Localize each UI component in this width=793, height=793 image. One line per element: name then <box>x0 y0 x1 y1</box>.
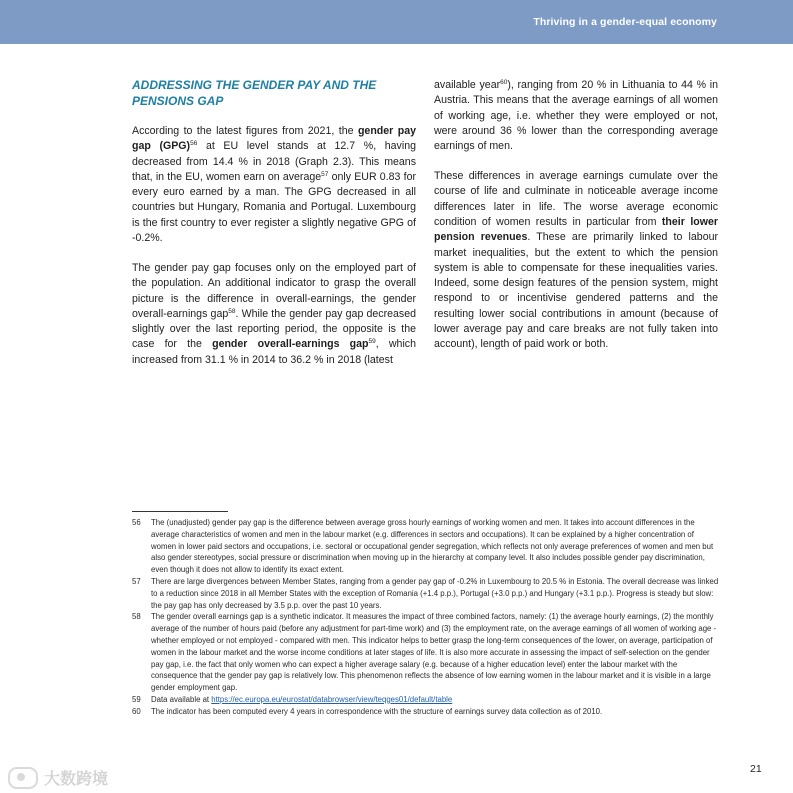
footnote-text: The gender overall earnings gap is a synthetic indicator. It measures the impact of three combined factors, namely: (1) the average hourly earnings, (2) the monthly average of the number of hours paid (before any adjustment for part-time work) and (3) the employment rate, on the average earnings of all women of working age - whether employed or not employed - compared with men. This indicator helps to better grasp the long-term consequences of the lower, on average, participation of women in the labour market and the worse income conditions at later stages of life. It is also more accurate in assessing the impact of self-selection on the gender pay gap, i.e. the fact that only women who can expect a higher average salary (e.g. because of a higher education level) enter the labour market with the consequence that the gender pay gap is relatively low. This phenomenon reflects the absence of low earning women in the labour market and it is visible in a large gender employment gap. <box>151 612 717 693</box>
running-header-title: Thriving in a gender-equal economy <box>533 16 717 28</box>
text-run: ), ranging from 20 % in Lithuania to 44 % in Austria. This means that the average earnings of all women of working age, i.e. whether they were employed or not, were around 36 % lower than the corresponding average earnings of men. <box>434 79 718 153</box>
footnote-separator <box>132 511 228 512</box>
footnote-number: 56 <box>132 518 141 527</box>
text-run: According to the latest figures from 2021, the <box>132 125 358 137</box>
footnote-60 <box>132 706 720 718</box>
footnotes <box>132 517 720 718</box>
bold-term-gpg: gender pay gap (GPG) <box>132 125 416 153</box>
footnote-ref-56[interactable]: 56 <box>190 140 198 148</box>
right-column <box>434 78 718 367</box>
footnote-number: 59 <box>132 694 141 704</box>
footnote-ref-57[interactable]: 57 <box>321 170 329 178</box>
footnote-59 <box>132 694 720 706</box>
text-run: only EUR 0.83 for every euro earned by a man. The GPG decreased in all countries but Hungary, Romania and Portugal. Luxembourg is the first country to ever register a slightly negative GPG of -0.2%. <box>132 170 416 245</box>
footnote-ref-58[interactable]: 58 <box>228 307 236 315</box>
footnote-57 <box>132 576 720 611</box>
watermark-logo-icon <box>8 767 38 789</box>
footnote-ref-60[interactable]: 60 <box>500 79 508 86</box>
text-run: at EU level stands at 12.7 %, having decreased from 14.4 % in 2018 (Graph 2.3). This means that, in the EU, women earn on average <box>132 140 416 183</box>
left-paragraph-2 <box>132 261 416 368</box>
footnote-text: The (unadjusted) gender pay gap is the difference between average gross hourly earnings of working women and men. It takes into account differences in the average characteristics of women and men in the labour market (e.g. differences in sectors and occupations). It can be explained by a higher concentration of women in lower paid sectors and occupations, i.e. sectoral or occupational gender segregation, which reflects not only average preferences of women and men but also gender stereotypes, social pressure or discrimination when moving up in the hierarchy at company level. It also includes possible gender pay discrimination, even though it does not allow to identify its exact extent. <box>151 518 714 575</box>
page-number: 21 <box>750 763 762 775</box>
bold-term-pension-revenues: their lower pension revenues <box>434 215 718 244</box>
text-run: . While the gender pay gap decreased slightly over the last reporting period, the opposite is the case for the <box>132 307 416 351</box>
header-band <box>0 0 793 44</box>
footnote-text <box>151 694 720 706</box>
text-run: These differences in average earnings cumulate over the course of life and culminate in noticeable average income differences later in life. The worse average economic condition of women results in particular from <box>434 170 718 228</box>
watermark-text: 大数跨境 <box>44 771 109 788</box>
left-column <box>132 78 416 383</box>
watermark <box>8 766 108 789</box>
right-paragraph-1 <box>434 78 718 154</box>
footnote-ref-59[interactable]: 59 <box>368 338 376 346</box>
text-run: available year <box>434 79 501 91</box>
footnote-56 <box>132 517 720 576</box>
eurostat-data-link[interactable]: https://ec.europa.eu/eurostat/databrowser/view/teqges01/default/table <box>211 694 453 704</box>
text-run: . These are primarily linked to labour market inequalities, but the extent to which the pension system is able to compensate for these inequalities varies. Indeed, some design features of the pension system, might respond to or incentivise gendered patterns and the resulting lower social contributions in amount (because of lower average pay and care breaks are not fully taken into account), length of paid work or both. <box>434 231 719 351</box>
footnote-text: The indicator has been computed every 4 years in correspondence with the structure of earnings survey data collection as of 2010. <box>151 706 603 716</box>
section-heading: ADDRESSING THE GENDER PAY AND THE PENSIONS GAP <box>132 78 377 108</box>
text-run: , which increased from 31.1 % in 2014 to 36.2 % in 2018 (latest <box>132 338 416 366</box>
bold-term-overall-earnings-gap: gender overall-earnings gap <box>212 338 369 351</box>
footnote-text: There are large divergences between Member States, ranging from a gender pay gap of -0.2% in Luxembourg to 20.5 % in Estonia. The overall decrease was linked to a reduction since 2018 in all Member States with the exception of Romania (+1.4 p.p.), Portugal (+3.0 p.p.) and Hungary (+3.1 p.p.). Progress is steady but slow: the pay gap has only decreased by 3.5 p.p. over the past 10 years. <box>151 576 719 610</box>
left-paragraph-1 <box>132 124 416 246</box>
footnote-prefix: Data available at <box>151 694 212 704</box>
footnote-58 <box>132 611 720 694</box>
footnote-number: 58 <box>132 612 141 622</box>
text-run: The gender pay gap focuses only on the employed part of the population. An additional indicator to grasp the overall picture is the difference in overall-earnings, the gender overall-earnings gap <box>132 261 416 320</box>
footnote-number: 60 <box>132 706 141 716</box>
right-paragraph-2 <box>434 169 718 353</box>
footnote-number: 57 <box>132 576 141 586</box>
